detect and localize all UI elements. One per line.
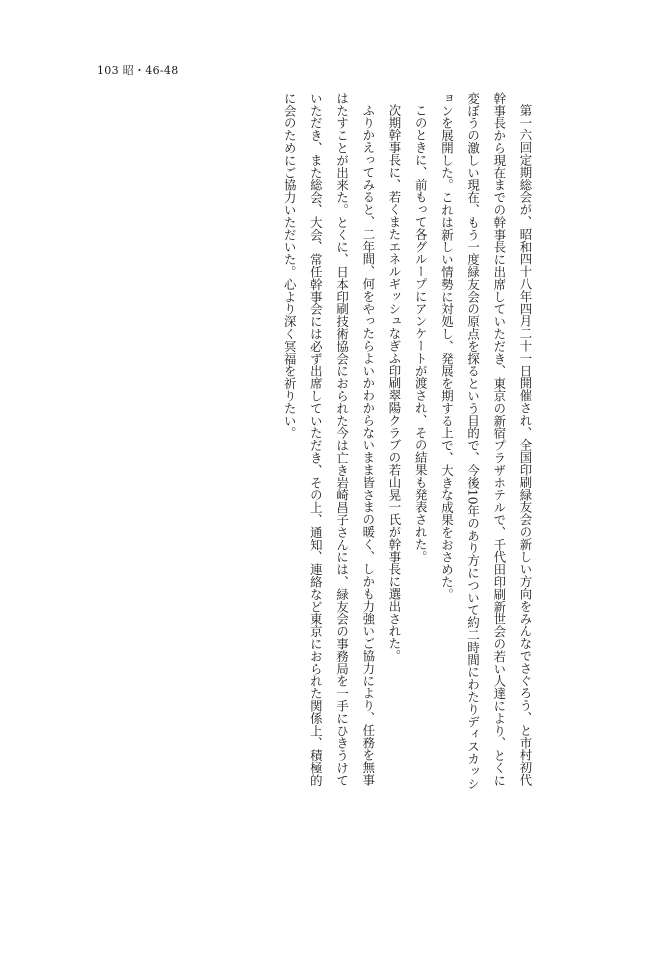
paragraph-general-meeting: 第一六回定期総会が、昭和四十八年四月二十一日開催され、全国印刷緑友会の新しい方向をみんなでさぐろう、と市村初代幹事長から現在までの幹事長に出席していただき、東京の新宿プラザホテルで、千代田印刷新世会の若い人達により、とくに変ぼうの激しい現在、もう一度緑友会の原点を探るという目的で、今後10年のあり方について約二時間にわたりディスカッションを展開した。これは新しい情勢に対処し、発展を期する上で、大きな成果をおさめた。: [439, 92, 533, 790]
paragraph-next-secretary: 次期幹事長に、若くまたエネルギッシュなぎふ印刷翠陽クラブの若山晃一氏が幹事長に選出された。: [386, 104, 402, 663]
page-number-header: 103 昭・46-48: [97, 64, 179, 77]
paragraph-questionnaire: このときに、前もって各グループにアンケートが渡され、その結果も発表された。: [413, 104, 429, 564]
vertical-body-text: [276, 92, 538, 792]
paragraph-reflection: ふりかえってみると、二年間、何をやったらよいかわからないまま皆さまの暖く、しかも力強いご協力により、任務を無事はたすことが出来た。とくに、日本印刷技術協会におられた今は亡き岩崎昌子さんには、緑友会の事務局を一手にひきうけていただき、また総会、大会、常任幹事会には必ず出席していただき、その上、通知、連絡など東京におられた関係上、積極的に会のためにご協力いただいた。心より深く冥福を祈りたい。: [282, 92, 376, 787]
